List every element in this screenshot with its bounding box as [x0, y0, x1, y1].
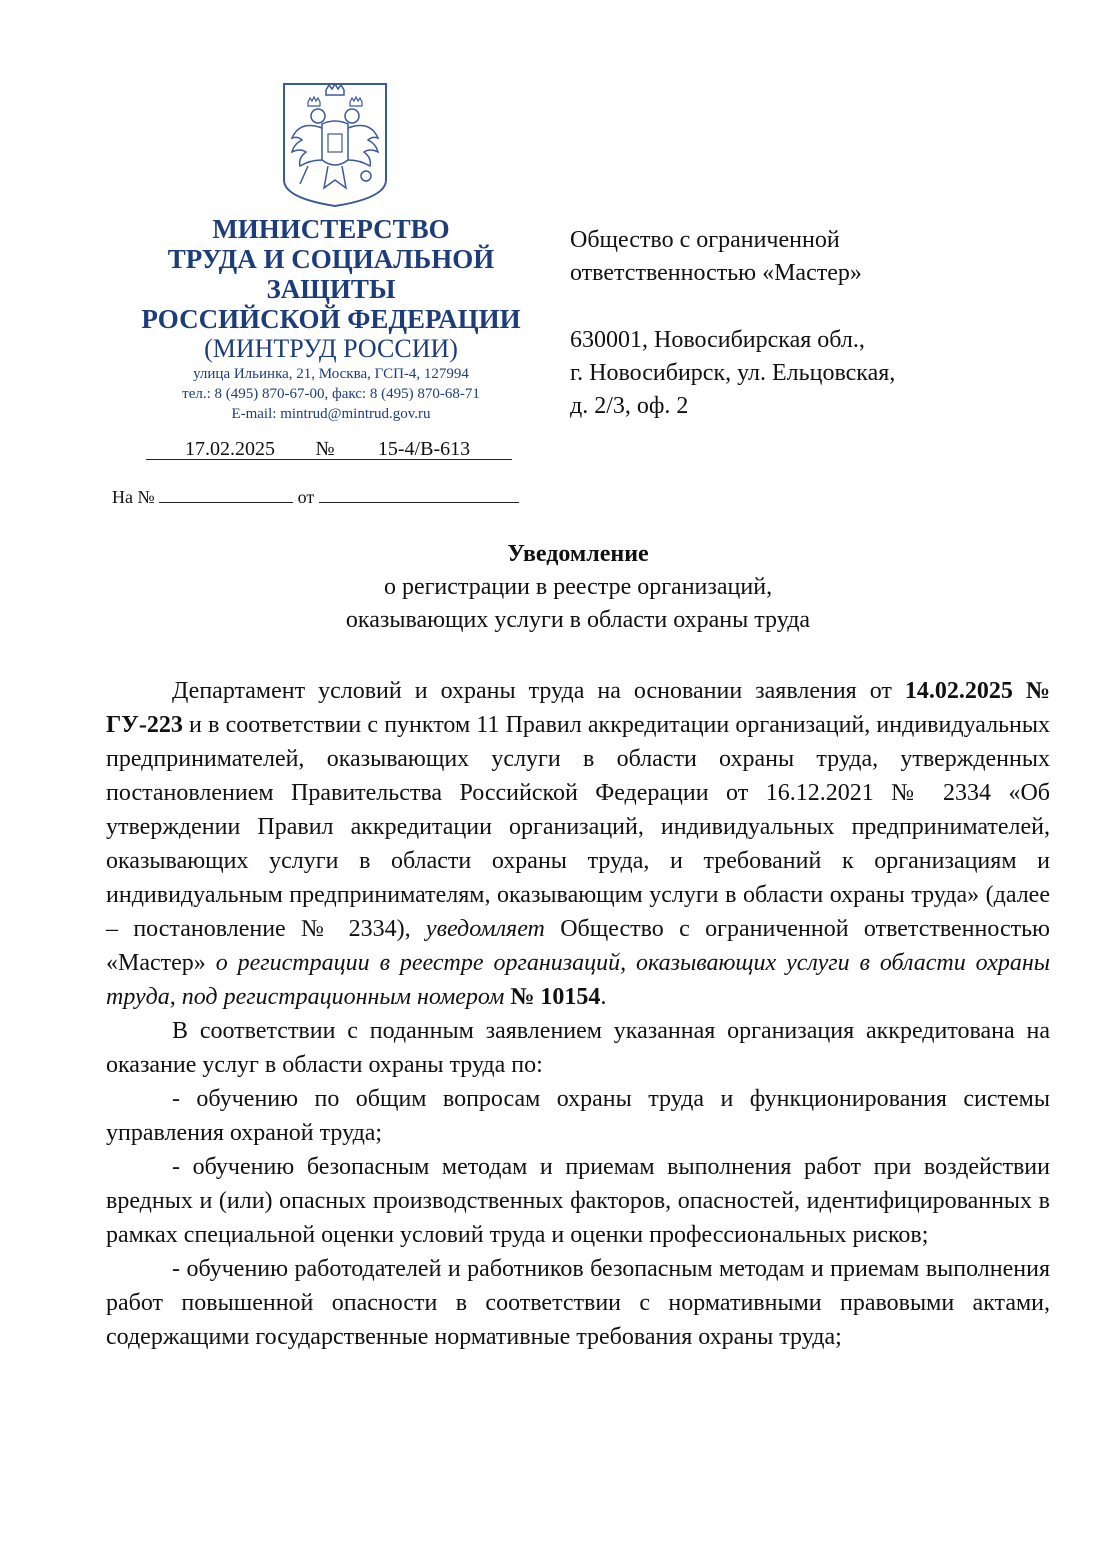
ministry-name-line1: МИНИСТЕРСТВО [212, 214, 450, 244]
ministry-address: улица Ильинка, 21, Москва, ГСП-4, 127994 [193, 366, 469, 382]
ministry-abbreviation: (МИНТРУД РОССИИ) [204, 334, 458, 363]
reply-to-label: На № [112, 487, 155, 507]
ministry-name-line2: ТРУДА И СОЦИАЛЬНОЙ [167, 244, 495, 274]
reply-from-blank [319, 484, 519, 503]
title-subline1: о регистрации в реестре организаций, [383, 574, 773, 600]
p1-text-c: и в соответствии с пунктом 11 Правил аккредитации организаций, индивидуальных предпринимателей, оказывающих услуги в области охраны труда, утвержденных постановлением Правительства Российской Федерации от 16.12.2021 № 2334 «Об утверждении Правил аккредитации организаций, индивидуальных предпринимателей, оказывающих услуги в области охраны труда, и требований к организациям и индивидуальным предпринимателям, оказывающим услуги в области охраны труда» (далее – постановление № 2334), [106, 712, 1050, 942]
p1-notifies: уведомляет [425, 916, 545, 942]
ministry-email: E-mail: mintrud@mintrud.gov.ru [231, 406, 431, 422]
p1-application-ref: 14.02.2025 № ГУ-223 [106, 678, 1051, 738]
registration-number-sign: № [315, 438, 335, 460]
reply-to-blank [159, 484, 293, 503]
p1-registration-number: № 10154 [510, 984, 601, 1010]
body-list-item-2: - обучению безопасным методам и приемам выполнения работ при воздействии вредных и (или) опасных производственных факторов, опасностей, идентифицированных в рамках специальной оценки условий труда и оценки профессиональных рисков; [106, 1154, 1050, 1248]
registration-line [146, 437, 512, 461]
reply-from-label: от [297, 487, 315, 507]
coat-of-arms-emblem [278, 80, 392, 208]
body-list-item-1: - обучению по общим вопросам охраны труда и функционирования системы управления охраной труда; [106, 1086, 1050, 1146]
p1-text-d: Общество с ограниченной ответственностью «Мастер» [106, 916, 1050, 976]
addressee-line3: 630001, Новосибирская обл., [570, 327, 865, 353]
title-subline2: оказывающих услуги в области охраны труда [345, 607, 811, 633]
p1-end: . [600, 984, 607, 1010]
document-body [106, 674, 1050, 1354]
addressee-line5: д. 2/3, оф. 2 [570, 393, 689, 419]
body-paragraph-2: В соответствии с поданным заявлением указанная организация аккредитована на оказание услуг в области охраны труда по: [106, 1018, 1050, 1078]
registration-number: 15-4/В-613 [336, 437, 512, 460]
addressee-block [570, 224, 1050, 423]
body-list-item-3: - обучению работодателей и работников безопасным методам и приемам выполнения работ повышенной опасности в соответствии с нормативными правовыми актами, содержащими государственные нормативные требования охраны труда; [106, 1256, 1050, 1350]
p1-text-a: Департамент условий и охраны труда на основании заявления от [172, 678, 905, 704]
addressee-line4: г. Новосибирск, ул. Ельцовская, [570, 360, 896, 386]
p1-registration-text: о регистрации в реестре организаций, оказывающих услуги в области охраны труда, под регистрационным номером [106, 950, 1050, 1010]
addressee-line2: ответственностью «Мастер» [570, 260, 862, 286]
reply-to-line [112, 484, 519, 508]
ministry-name-line4: РОССИЙСКОЙ ФЕДЕРАЦИИ [141, 304, 521, 334]
addressee-line1: Общество с ограниченной [570, 227, 840, 253]
title-heading: Уведомление [507, 541, 649, 567]
ministry-name-line3: ЗАЩИТЫ [266, 274, 396, 304]
ministry-phones: тел.: 8 (495) 870-67-00, факс: 8 (495) 870-68-71 [182, 386, 480, 402]
document-title [106, 538, 1050, 637]
body-paragraph-1 [106, 674, 1050, 1014]
ministry-block [120, 214, 542, 424]
registration-date: 17.02.2025 [146, 437, 314, 460]
